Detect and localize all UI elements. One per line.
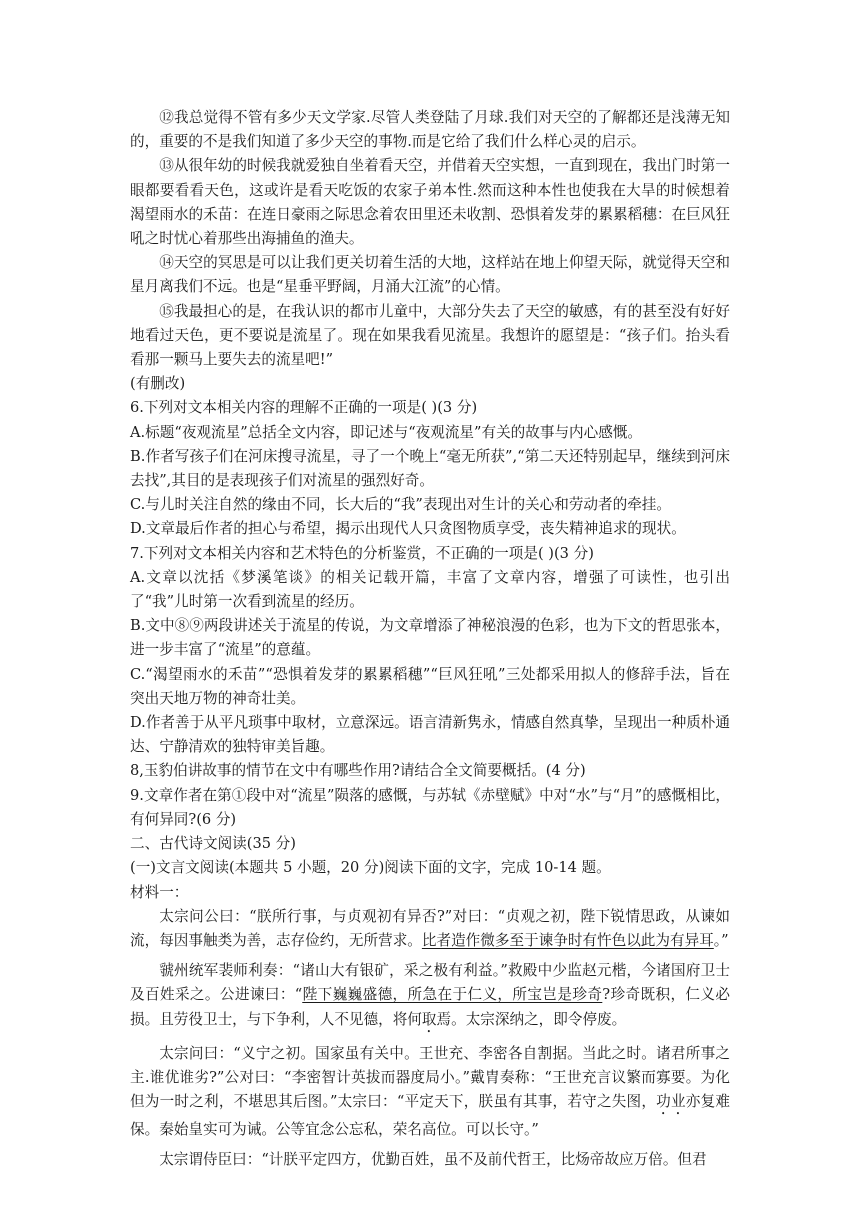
question-7-option-b: B.文中⑧⑨两段讲述关于流星的传说，为文章增添了神秘浪漫的色彩，也为下文的哲思张本，进一步丰富了“流星”的意蕴。: [130, 617, 730, 659]
dotted-word: 取: [421, 1010, 437, 1028]
essay-paragraph-13: ⑬从很年幼的时候我就爱独自坐着看天空，并借着天空实想，一直到现在，我出门时第一眼都要看看天色，这或许是看天吃饭的农家子弟本性.然而这种本性也使我在大旱的时候想着渴望雨水的禾苗：在连日豪雨之际思念着农田里还未收割、恐惧着发芽的累累稻穗：在巨风狂吼之时忧心着那些出海捕鱼的渔夫。: [130, 157, 730, 248]
question-6: 6.下列对文本相关内容的理解不正确的一项是( )(3 分): [130, 399, 478, 417]
classical-text: 虢州统军裴师利奏：“诸山大有银矿，采之极有利益。”救殿中少监赵元楷，今诸国府卫士及百姓采之。公进谏曰：“: [130, 962, 730, 1004]
question-6-option-d: D.文章最后作者的担心与希望，揭示出现代人只贪图物质享受，丧失精神追求的现状。: [130, 520, 686, 538]
document-body: [130, 106, 730, 1172]
essay-paragraph-15: ⑮我最担心的是，在我认识的都市儿童中，大部分失去了天空的敏感，有的甚至没有好好地看过天色，更不要说是流星了。现在如果我看见流星。我想许的愿望是：“孩子们。抬头看看那一颗马上要失去的流星吧!”: [130, 302, 730, 369]
question-8: 8,玉豹伯讲故事的情节在文中有哪些作用?请结合全文简要概括。(4 分): [130, 762, 586, 780]
classical-text: ?珍奇既积，仁义必损。且劳役卫士，与下争利，人不见德，将何: [130, 986, 730, 1028]
material-label: 材料一：: [130, 883, 189, 901]
classical-text: 亦复难保。秦始皇实可为诫。公等宜念公忘私，荣名高位。可以长守。”: [130, 1092, 730, 1138]
question-7-option-c: C.“渴望雨水的禾苗”“恐惧着发芽的累累稻穗”“巨风狂吼”三处都采用拟人的修辞手法，旨在突出天地万物的神奇壮美。: [130, 665, 730, 707]
section-heading: 二、古代诗文阅读(35 分): [130, 835, 296, 853]
underlined-sentence: 陛下巍巍盛德，所急在于仁义，所宝岂是珍奇: [302, 986, 603, 1004]
classical-paragraph-4: 太宗谓侍臣曰：“计朕平定四方，优勤百姓，虽不及前代哲王，比炀帝故应万倍。但君: [159, 1151, 707, 1169]
question-6-option-c: C.与儿时关注自然的缘由不同，长大后的“我”表现出对生计的关心和劳动者的牵挂。: [130, 496, 671, 514]
classical-paragraph-1: [130, 905, 730, 953]
essay-paragraph-14: ⑭天空的冥思是可以让我们更关切着生活的大地，这样站在地上仰望天际，就觉得天空和星月离我们不远。也是“星垂平野阔，月涌大江流”的心情。: [130, 254, 730, 296]
question-7: 7.下列对文本相关内容和艺术特色的分析鉴赏，不正确的一项是( )(3 分): [130, 544, 594, 562]
dotted-word: 功业: [656, 1092, 686, 1110]
classical-paragraph-2: [130, 959, 730, 1035]
question-9: 9.文章作者在第①段中对“流星”陨落的感慨，与苏轼《赤壁赋》中对“水”与“月”的感慨相比，有何异同?(6 分): [130, 786, 730, 828]
classical-text: 焉。太宗深纳之，即令停废。: [436, 1010, 627, 1028]
classical-text: 。”: [713, 931, 729, 949]
underlined-sentence: 比者造作微多至于谏争时有忤色以此为有异耳: [421, 931, 714, 949]
section-subheading: (一)文言文阅读(本题共 5 小题，20 分)阅读下面的文字，完成 10-14 题。: [130, 859, 611, 877]
question-7-option-d: D.作者善于从平凡琐事中取材，立意深远。语言清新隽永，情感自然真挚，呈现出一种质朴通达、宁静清欢的独特审美旨趣。: [130, 714, 730, 756]
classical-text: 太宗问公曰：“朕所行事，与贞观初有异否?”对曰：“贞观之初，陛下锐情思政，从谏如流，每因事触类为善，志存俭约，无所营求。: [130, 907, 730, 949]
question-7-option-a: A.文章以沈括《梦溪笔谈》的相关记载开篇，丰富了文章内容，增强了可读性，也引出了“我”儿时第一次看到流星的经历。: [130, 568, 730, 611]
question-6-option-a: A.标题“夜观流星”总括全文内容，即记述与“夜观流星”有关的故事与内心感慨。: [130, 423, 643, 441]
classical-paragraph-3: [130, 1042, 730, 1143]
classical-text: 太宗问曰：“义宁之初。国家虽有关中。王世充、李密各自割据。当此之时。诸君所事之主.谁优谁劣?”公对曰：“李密智计英拔而器度局小。”戴胄奏称：“王世充言议繁而寡要。为化但为一时之利，不堪思其后图。”太宗曰：“平定天下，朕虽有其事，若守之失图，: [130, 1044, 730, 1110]
essay-paragraph-12: ⑫我总觉得不管有多少天文学家.尽管人类登陆了月球.我们对天空的了解都还是浅薄无知的，重要的不是我们知道了多少天空的事物.而是它给了我们什么样心灵的启示。: [130, 109, 730, 151]
question-6-option-b: B.作者写孩子们在河床搜寻流星，寻了一个晚上“毫无所获”,“第二天还特别起早，继续到河床去找”,其目的是表现孩子们对流星的强烈好奇。: [130, 447, 730, 490]
revision-note: (有删改): [130, 375, 186, 393]
